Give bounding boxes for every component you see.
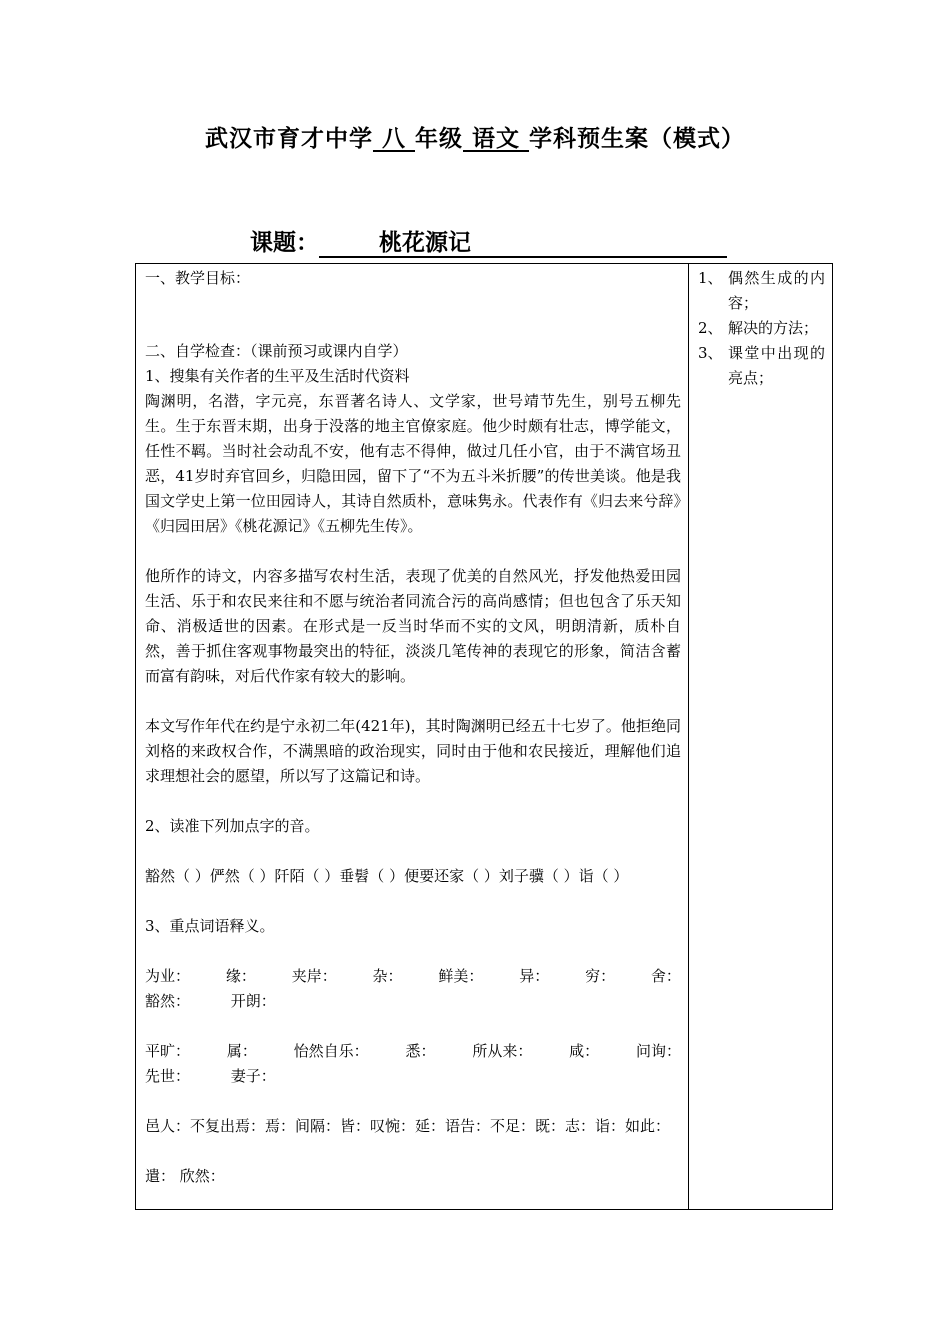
notes-item xyxy=(698,266,825,316)
vocab-item: 悉： xyxy=(405,1042,436,1060)
topic-label: 课题： xyxy=(250,229,319,256)
title-grade: 八 xyxy=(372,125,415,152)
question-1: 1、搜集有关作者的生平及生活时代资料 xyxy=(145,367,410,385)
vocab-item: 问询： xyxy=(635,1042,681,1060)
vocab-item: 豁然： xyxy=(145,992,191,1010)
notes-item-number: 1、 xyxy=(698,269,723,287)
vocab-item: 杂： xyxy=(372,967,403,985)
pronunciation-line: 豁然（ ）俨然（ ）阡陌（ ）垂髫（ ）便要还家（ ）刘子骥（ ）诣（ ） xyxy=(145,867,629,885)
topic-line xyxy=(250,224,727,258)
title-school: 武汉市育才中学 xyxy=(204,125,373,152)
notes-item-text: 解决的方法； xyxy=(728,319,819,337)
vocab-row-2b xyxy=(145,1064,681,1089)
vocab-item: 异： xyxy=(519,967,550,985)
main-content-cell xyxy=(136,264,689,1210)
section-teaching-goal: 一、教学目标： xyxy=(145,269,251,287)
vocab-item: 开朗： xyxy=(230,992,276,1010)
vocab-item: 妻子： xyxy=(230,1067,276,1085)
section-self-study: 二、自学检查：（课前预习或课内自学） xyxy=(145,342,408,360)
vocab-item: 穷： xyxy=(585,967,616,985)
page-title xyxy=(0,120,950,153)
author-style-paragraph: 他所作的诗文，内容多描写农村生活，表现了优美的自然风光，抒发他热爱田园生活、乐于和农民来往和不愿与统治者同流合污的高尚感情；但也包含了乐天知命、消极适世的因素。在形式是一反当时华而不实的文风，明朗清新，质朴自然，善于抓住客观事物最突出的特征，淡淡几笔传神的表现它的形象，简洁含蓄而富有韵味，对后代作家有较大的影响。 xyxy=(145,567,681,685)
notes-item-number: 3、 xyxy=(698,344,723,362)
vocab-row-2 xyxy=(145,1039,681,1064)
notes-cell xyxy=(689,264,833,1210)
notes-item-number: 2、 xyxy=(698,319,723,337)
author-bio-paragraph: 陶渊明，名潜，字元亮，东晋著名诗人、文学家，世号靖节先生，别号五柳先生。生于东晋末期，出身于没落的地主官僚家庭。他少时颇有壮志，博学能文，任性不羁。当时社会动乱不安，他有志不得伸，做过几任小官，由于不满官场丑恶，41岁时弃官回乡，归隐田园，留下了“不为五斗米折腰”的传世美谈。他是我国文学史上第一位田园诗人，其诗自然质朴，意味隽永。代表作有《归去来兮辞》《归园田居》《桃花源记》《五柳先生传》。 xyxy=(145,392,681,535)
notes-item-text: 课堂中出现的亮点； xyxy=(728,344,825,387)
vocab-item: 夹岸： xyxy=(291,967,337,985)
title-subject: 语文 xyxy=(463,125,530,152)
title-grade-suffix: 年级 xyxy=(415,125,463,152)
background-paragraph: 本文写作年代在约是宁永初二年(421年)，其时陶渊明已经五十七岁了。他拒绝同刘格的来政权合作，不满黑暗的政治现实，同时由于他和农民接近，理解他们追求理想社会的愿望，所以写了这篇记和诗。 xyxy=(145,717,681,785)
notes-item xyxy=(698,316,825,341)
plan-table xyxy=(135,263,833,1210)
vocab-item: 咸： xyxy=(569,1042,600,1060)
vocab-item: 缘： xyxy=(225,967,256,985)
vocab-item: 怡然自乐： xyxy=(293,1042,369,1060)
vocab-row-1 xyxy=(145,964,681,989)
question-2: 2、读准下列加点字的音。 xyxy=(145,817,320,835)
vocab-item: 先世： xyxy=(145,1067,191,1085)
notes-item xyxy=(698,341,825,391)
notes-item-text: 偶然生成的内容； xyxy=(728,269,825,312)
vocab-row-1b xyxy=(145,989,681,1014)
vocab-row-3: 邑人：不复出焉：焉：间隔：皆：叹惋：延：语告：不足：既：志：诣：如此： xyxy=(145,1117,671,1135)
vocab-item: 所从来： xyxy=(472,1042,533,1060)
topic-value: 桃花源记 xyxy=(319,230,727,258)
vocab-row-4: 遣： 欣然： xyxy=(145,1167,225,1185)
vocab-item: 鲜美： xyxy=(438,967,484,985)
vocab-item: 舍： xyxy=(650,967,681,985)
question-3: 3、重点词语释义。 xyxy=(145,917,275,935)
title-suffix: 学科预生案（模式） xyxy=(529,125,746,152)
vocab-item: 平旷： xyxy=(145,1042,191,1060)
vocab-item: 属： xyxy=(226,1042,257,1060)
vocab-item: 为业： xyxy=(145,967,191,985)
